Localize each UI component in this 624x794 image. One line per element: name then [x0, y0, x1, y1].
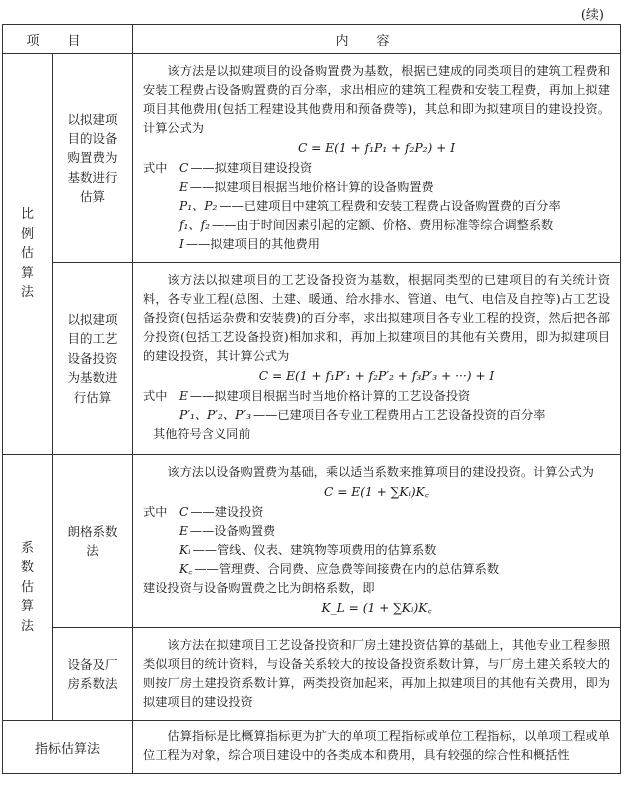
symbol-desc: ——拟建项目根据当时当地价格计算的工艺设备投资 [189, 389, 471, 403]
note: 其他符号含义同前 [153, 427, 251, 441]
method-content [133, 721, 621, 774]
symbol-row [143, 197, 610, 216]
method-label: 朗格系数法 [53, 455, 133, 628]
method-paragraph: 该方法以设备购置费为基础，乘以适当系数来推算项目的建设投资。计算公式为 [167, 465, 594, 479]
continued-label: (续) [580, 8, 604, 23]
method-content [133, 263, 621, 455]
symbol-desc: ——由于时间因素引起的定额、价格、费用标准等综合调整系数 [212, 218, 554, 232]
symbol-row [143, 387, 610, 406]
method-label: 设备及厂房系数法 [53, 628, 133, 721]
group-proportional [3, 54, 53, 455]
symbol: E [179, 524, 188, 538]
formula: C = E(1 + ∑Kᵢ)K꜀ [324, 485, 429, 499]
symbol: f₁、f₂ [179, 218, 210, 232]
note: 建设投资与设备购置费之比为朗格系数，即 [143, 581, 375, 595]
symbol: K꜀ [179, 562, 193, 576]
symbol-row [143, 159, 610, 178]
header-content: 内容 [133, 25, 621, 54]
symbol-row [143, 178, 610, 197]
symbol: E [179, 389, 188, 403]
table-row [3, 455, 621, 628]
group-name: 系数估算法 [20, 540, 34, 634]
method-content [133, 54, 621, 263]
method-label: 以拟建项目的设备购置费为基数进行估算 [53, 54, 133, 263]
table-header-row [3, 25, 621, 54]
table-row [3, 54, 621, 263]
symbol-lead: 式中 [143, 161, 168, 175]
symbol: C [179, 161, 189, 175]
symbol-row [143, 235, 610, 254]
group-name: 指标估算法 [35, 741, 101, 757]
symbol-row [143, 216, 610, 235]
method-label: 以拟建项目的工艺设备投资为基数进行估算 [53, 263, 133, 455]
estimation-methods-table [2, 24, 621, 774]
formula: C = E(1 + f₁P′₁ + f₂P′₂ + f₃P′₃ + ···) + I [258, 369, 495, 383]
symbol: P′₁、P′₂、P′₃ [179, 408, 251, 422]
symbol: Kᵢ [179, 543, 191, 557]
symbol-desc: ——已建项目各专业工程费用占工艺设备投资的百分率 [252, 408, 546, 422]
method-paragraph: 该方法以拟建项目的工艺设备投资为基数，根据同类型的已建项目的有关统计资料，各专业工程(总图、土建、暖通、给水排水、管道、电气、电信及自控等)占工艺设备投资(包括运杂费和安装费)的百分率，求出拟建项目各专业工程的投资，然后把各部分投资(包括工艺设备投资)相加求和，再加上拟建项目的其他有关费用，即为拟建项目的建设投资，其计算公式为 [143, 273, 611, 363]
group-indicator [3, 721, 133, 774]
group-name: 比例估算法 [20, 207, 34, 301]
symbol-desc: ——已建项目中建筑工程费和安装工程费占设备购置费的百分率 [219, 199, 561, 213]
method-content [133, 628, 621, 721]
symbol: C [179, 505, 189, 519]
symbol-desc: ——拟建项目建设投资 [190, 161, 313, 175]
formula: K_L = (1 + ∑Kᵢ)K꜀ [321, 601, 432, 615]
symbol: P₁、P₂ [179, 199, 218, 213]
symbol-lead: 式中 [143, 505, 168, 519]
header-item: 项目 [3, 25, 133, 54]
symbol-desc: ——建设投资 [190, 505, 264, 519]
table-row [3, 628, 621, 721]
symbol-row [143, 560, 610, 579]
method-paragraph: 该方法是以拟建项目的设备购置费为基数，根据已建成的同类项目的建筑工程费和安装工程费占设备购置费的百分率，求出相应的建筑工程费和安装工程费，再加上拟建项目其他费用(包括工程建设其他费用和预备费等)，其总和即为拟建项目的建设投资。计算公式为 [143, 64, 611, 135]
table-row [3, 721, 621, 774]
symbol-row [143, 503, 610, 522]
table-row [3, 263, 621, 455]
symbol-row [143, 522, 610, 541]
method-paragraph: 该方法在拟建项目工艺设备投资和厂房土建投资估算的基础上，其他专业工程参照类似项目的统计资料，与设备关系较大的按设备投资系数计算，与厂房土建关系较大的则按厂房土建投资系数计算，两类投资加起来，再加上拟建项目的其他有关费用，即为拟建项目的建设投资 [143, 638, 611, 709]
symbol: I [179, 237, 184, 251]
symbol-desc: ——拟建项目的其他费用 [185, 237, 320, 251]
symbol-desc: ——管线、仪表、建筑物等项费用的估算系数 [192, 543, 437, 557]
symbol-lead: 式中 [143, 389, 168, 403]
method-paragraph: 估算指标是比概算指标更为扩大的单项工程指标或单位工程指标，以单项工程或单位工程为对象，综合项目建设中的各类成本和费用，具有较强的综合性和概括性 [143, 729, 611, 762]
symbol-row [143, 541, 610, 560]
symbol-desc: ——拟建项目根据当地价格计算的设备购置费 [189, 180, 434, 194]
symbol-desc: ——设备购置费 [189, 524, 276, 538]
symbol-desc: ——管理费、合同费、应急费等间接费在内的总估算系数 [194, 562, 500, 576]
method-content [133, 455, 621, 628]
group-coefficient [3, 455, 53, 721]
formula: C = E(1 + f₁P₁ + f₂P₂) + I [297, 141, 456, 155]
symbol: E [179, 180, 188, 194]
symbol-row [143, 406, 610, 425]
